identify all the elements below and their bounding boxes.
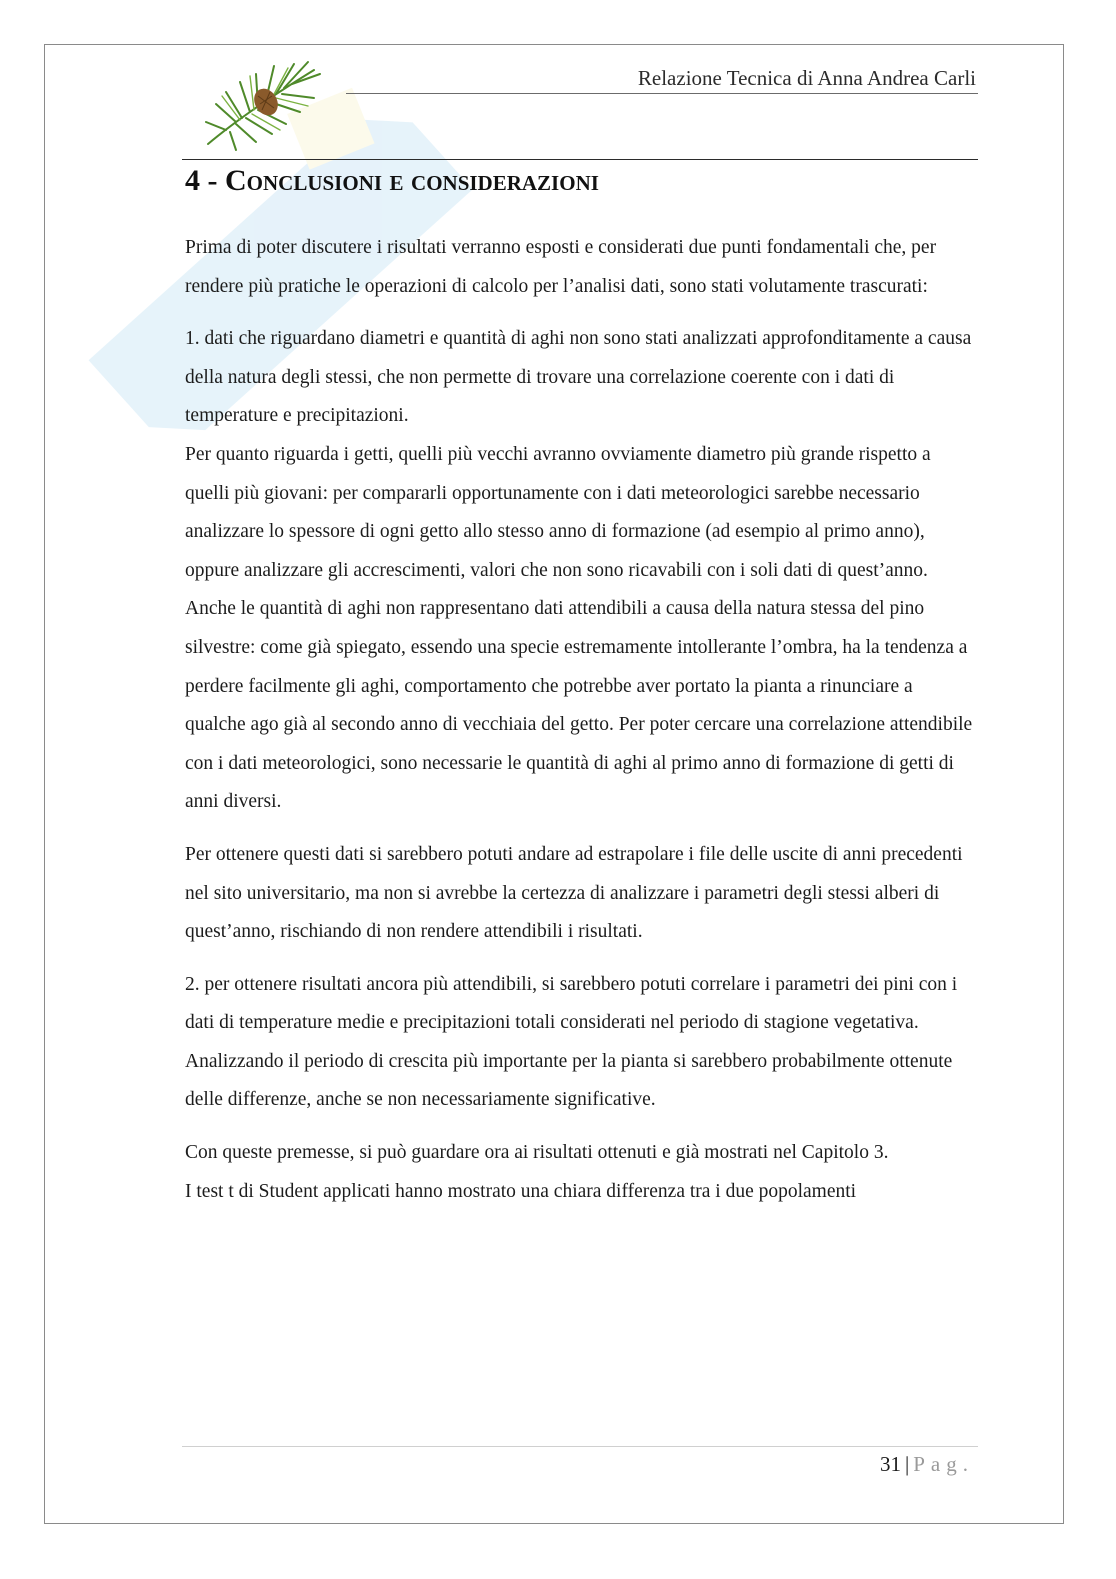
- footer-separator: |: [905, 1452, 910, 1476]
- paragraph-getti: Per quanto riguarda i getti, quelli più vecchi avranno ovviamente diametro più grande rispetto a quelli più giovani: per compararli opportunamente con i dati meteorologici sarebbe necessario analizzare lo spessore di ogni getto allo stesso anno di formazione (ad esempio al primo anno), oppure analizzare gli accrescimenti, valori che non sono ricavabili con i soli dati di quest’anno.: [185, 443, 931, 581]
- paragraph-aghi: Anche le quantità di aghi non rappresentano dati attendibili a causa della natura stessa del pino silvestre: come già spiegato, essendo una specie estremamente intollerante l’ombra, ha la tendenza a perdere facilmente gli aghi, comportamento che potrebbe aver portato la pianta a rinunciare a qualche ago già al secondo anno di vecchiaia del getto. Per poter cercare una correlazione attendibile con i dati meteorologici, sono necessarie le quantità di aghi al primo anno di formazione di getti di anni diversi.: [185, 598, 973, 813]
- chapter-number: 4 -: [185, 164, 225, 197]
- paragraph-test: I test t di Student applicati hanno mostrato una chiara differenza tra i due popolamenti: [185, 1180, 857, 1202]
- footer-rule: [182, 1446, 978, 1447]
- paragraph-dati: Per ottenere questi dati si sarebbero potuti andare ad estrapolare i file delle uscite di anni precedenti nel sito universitario, ma non si avrebbe la certezza di analizzare i parametri degli stessi alberi di quest’anno, rischiando di non rendere attendibili i risultati.: [185, 843, 963, 943]
- body-text: [185, 229, 977, 1211]
- pine-branch-logo: [196, 52, 328, 152]
- page-number: 31: [880, 1452, 902, 1476]
- chapter-name: Conclusioni e considerazioni: [225, 164, 599, 197]
- section-rule: [182, 159, 978, 160]
- paragraph-intro: Prima di poter discutere i risultati verranno esposti e considerati due punti fondamentali che, per rendere più pratiche le operazioni di calcolo per l’analisi dati, sono stati volutamente trascurati:: [185, 237, 937, 297]
- page-label: Pag.: [913, 1452, 974, 1476]
- paragraph-point-1: 1. dati che riguardano diametri e quantità di aghi non sono stati analizzati approfonditamente a causa della natura degli stessi, che non permette di trovare una correlazione coerente con i dati di temperature e precipitazioni.: [185, 328, 972, 427]
- chapter-title: [185, 164, 599, 198]
- paragraph-point-2: 2. per ottenere risultati ancora più attendibili, si sarebbero potuti correlare i parametri dei pini con i dati di temperature medie e precipitazioni totali considerati nel periodo di stagione vegetativa. Analizzando il periodo di crescita più importante per la pianta si sarebbero probabilmente ottenute delle differenze, anche se non necessariamente significative.: [185, 973, 958, 1111]
- header-rule: [346, 93, 978, 94]
- header-title: Relazione Tecnica di Anna Andrea Carli: [637, 66, 976, 90]
- page-footer: [880, 1452, 974, 1477]
- paragraph-premesse: Con queste premesse, si può guardare ora ai risultati ottenuti e già mostrati nel Capitolo 3.: [185, 1142, 889, 1164]
